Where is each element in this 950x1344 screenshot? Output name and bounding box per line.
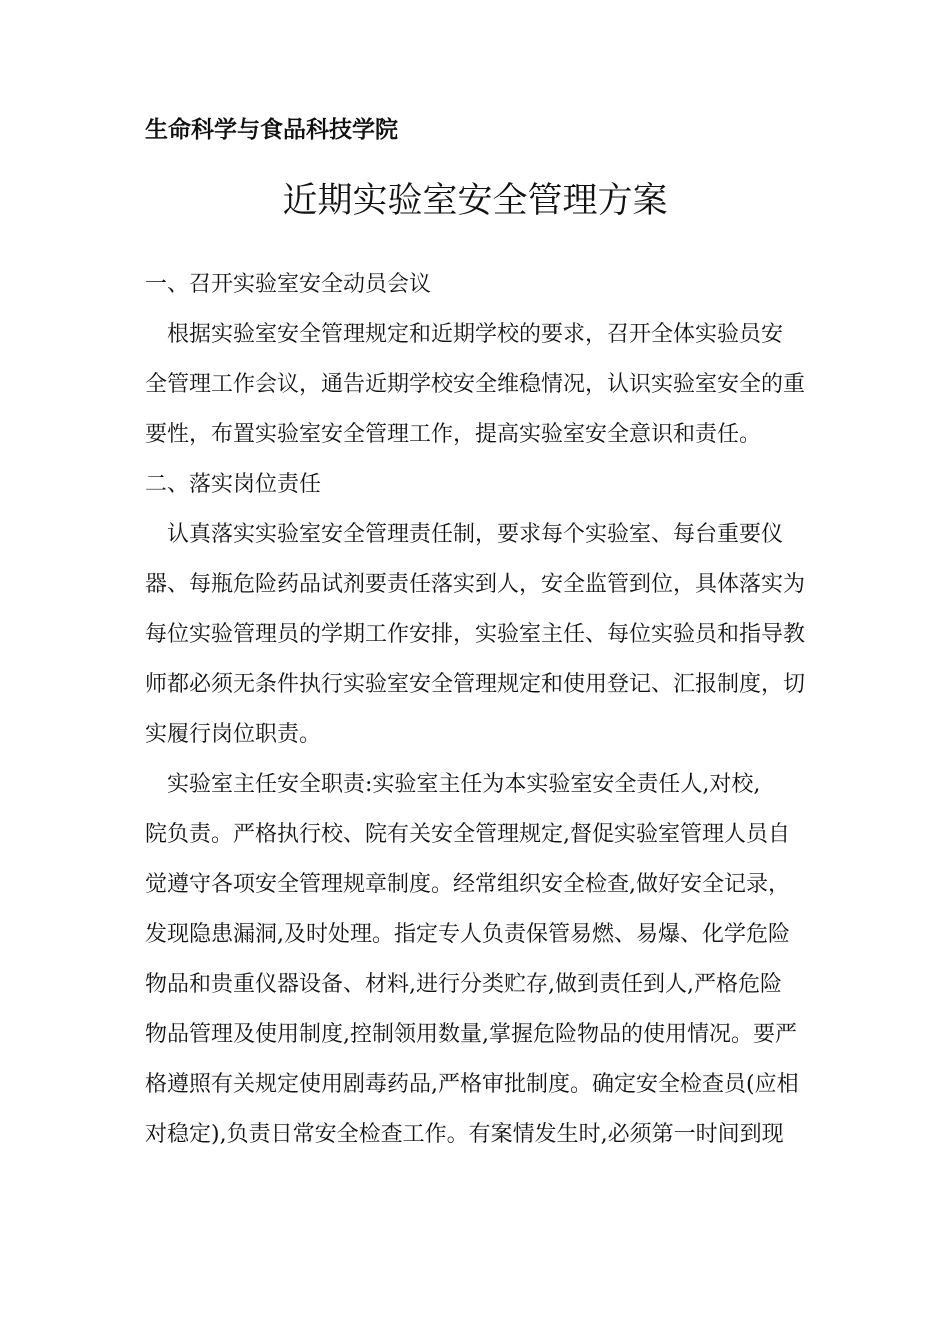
paragraph-line: 觉遵守各项安全管理规章制度。经常组织安全检查,做好安全记录， — [145, 872, 790, 897]
paragraph-line: 发现隐患漏洞,及时处理。指定专人负责保管易燃、易爆、化学危险 — [145, 922, 790, 947]
paragraph-line: 实履行岗位职责。 — [145, 722, 322, 747]
section-heading-1: 一、召开实验室安全动员会议 — [145, 272, 432, 297]
paragraph-line: 物品管理及使用制度,控制领用数量,掌握危险物品的使用情况。要严 — [145, 1022, 797, 1047]
paragraph-line: 认真落实实验室安全管理责任制，要求每个实验室、每台重要仪 — [145, 522, 784, 547]
paragraph-line: 师都必须无条件执行实验室安全管理规定和使用登记、汇报制度，切 — [145, 672, 806, 697]
section-heading-2: 二、落实岗位责任 — [145, 472, 322, 497]
paragraph-line: 根据实验室安全管理规定和近期学校的要求，召开全体实验员安 — [145, 322, 784, 347]
paragraph-line: 格遵照有关规定使用剧毒药品,严格审批制度。确定安全检查员(应相 — [145, 1072, 799, 1097]
paragraph-line: 对稳定),负责日常安全检查工作。有案情发生时,必须第一时间到现 — [145, 1122, 784, 1147]
paragraph-line: 物品和贵重仪器设备、材料,进行分类贮存,做到责任到人,严格危险 — [145, 972, 782, 997]
paragraph-line: 要性，布置实验室安全管理工作，提高实验室安全意识和责任。 — [145, 422, 762, 447]
paragraph-line: 全管理工作会议，通告近期学校安全维稳情况，认识实验室安全的重 — [145, 372, 806, 397]
paragraph-line: 院负责。严格执行校、院有关安全管理规定,督促实验室管理人员自 — [145, 822, 790, 847]
paragraph-line: 器、每瓶危险药品试剂要责任落实到人，安全监管到位，具体落实为 — [145, 572, 806, 597]
paragraph-line: 实验室主任安全职责:实验室主任为本实验室安全责任人,对校, — [145, 772, 761, 797]
school-name: 生命科学与食品科技学院 — [145, 117, 398, 143]
paragraph-line: 每位实验管理员的学期工作安排，实验室主任、每位实验员和指导教 — [145, 622, 806, 647]
document-title: 近期实验室安全管理方案 — [282, 181, 668, 221]
